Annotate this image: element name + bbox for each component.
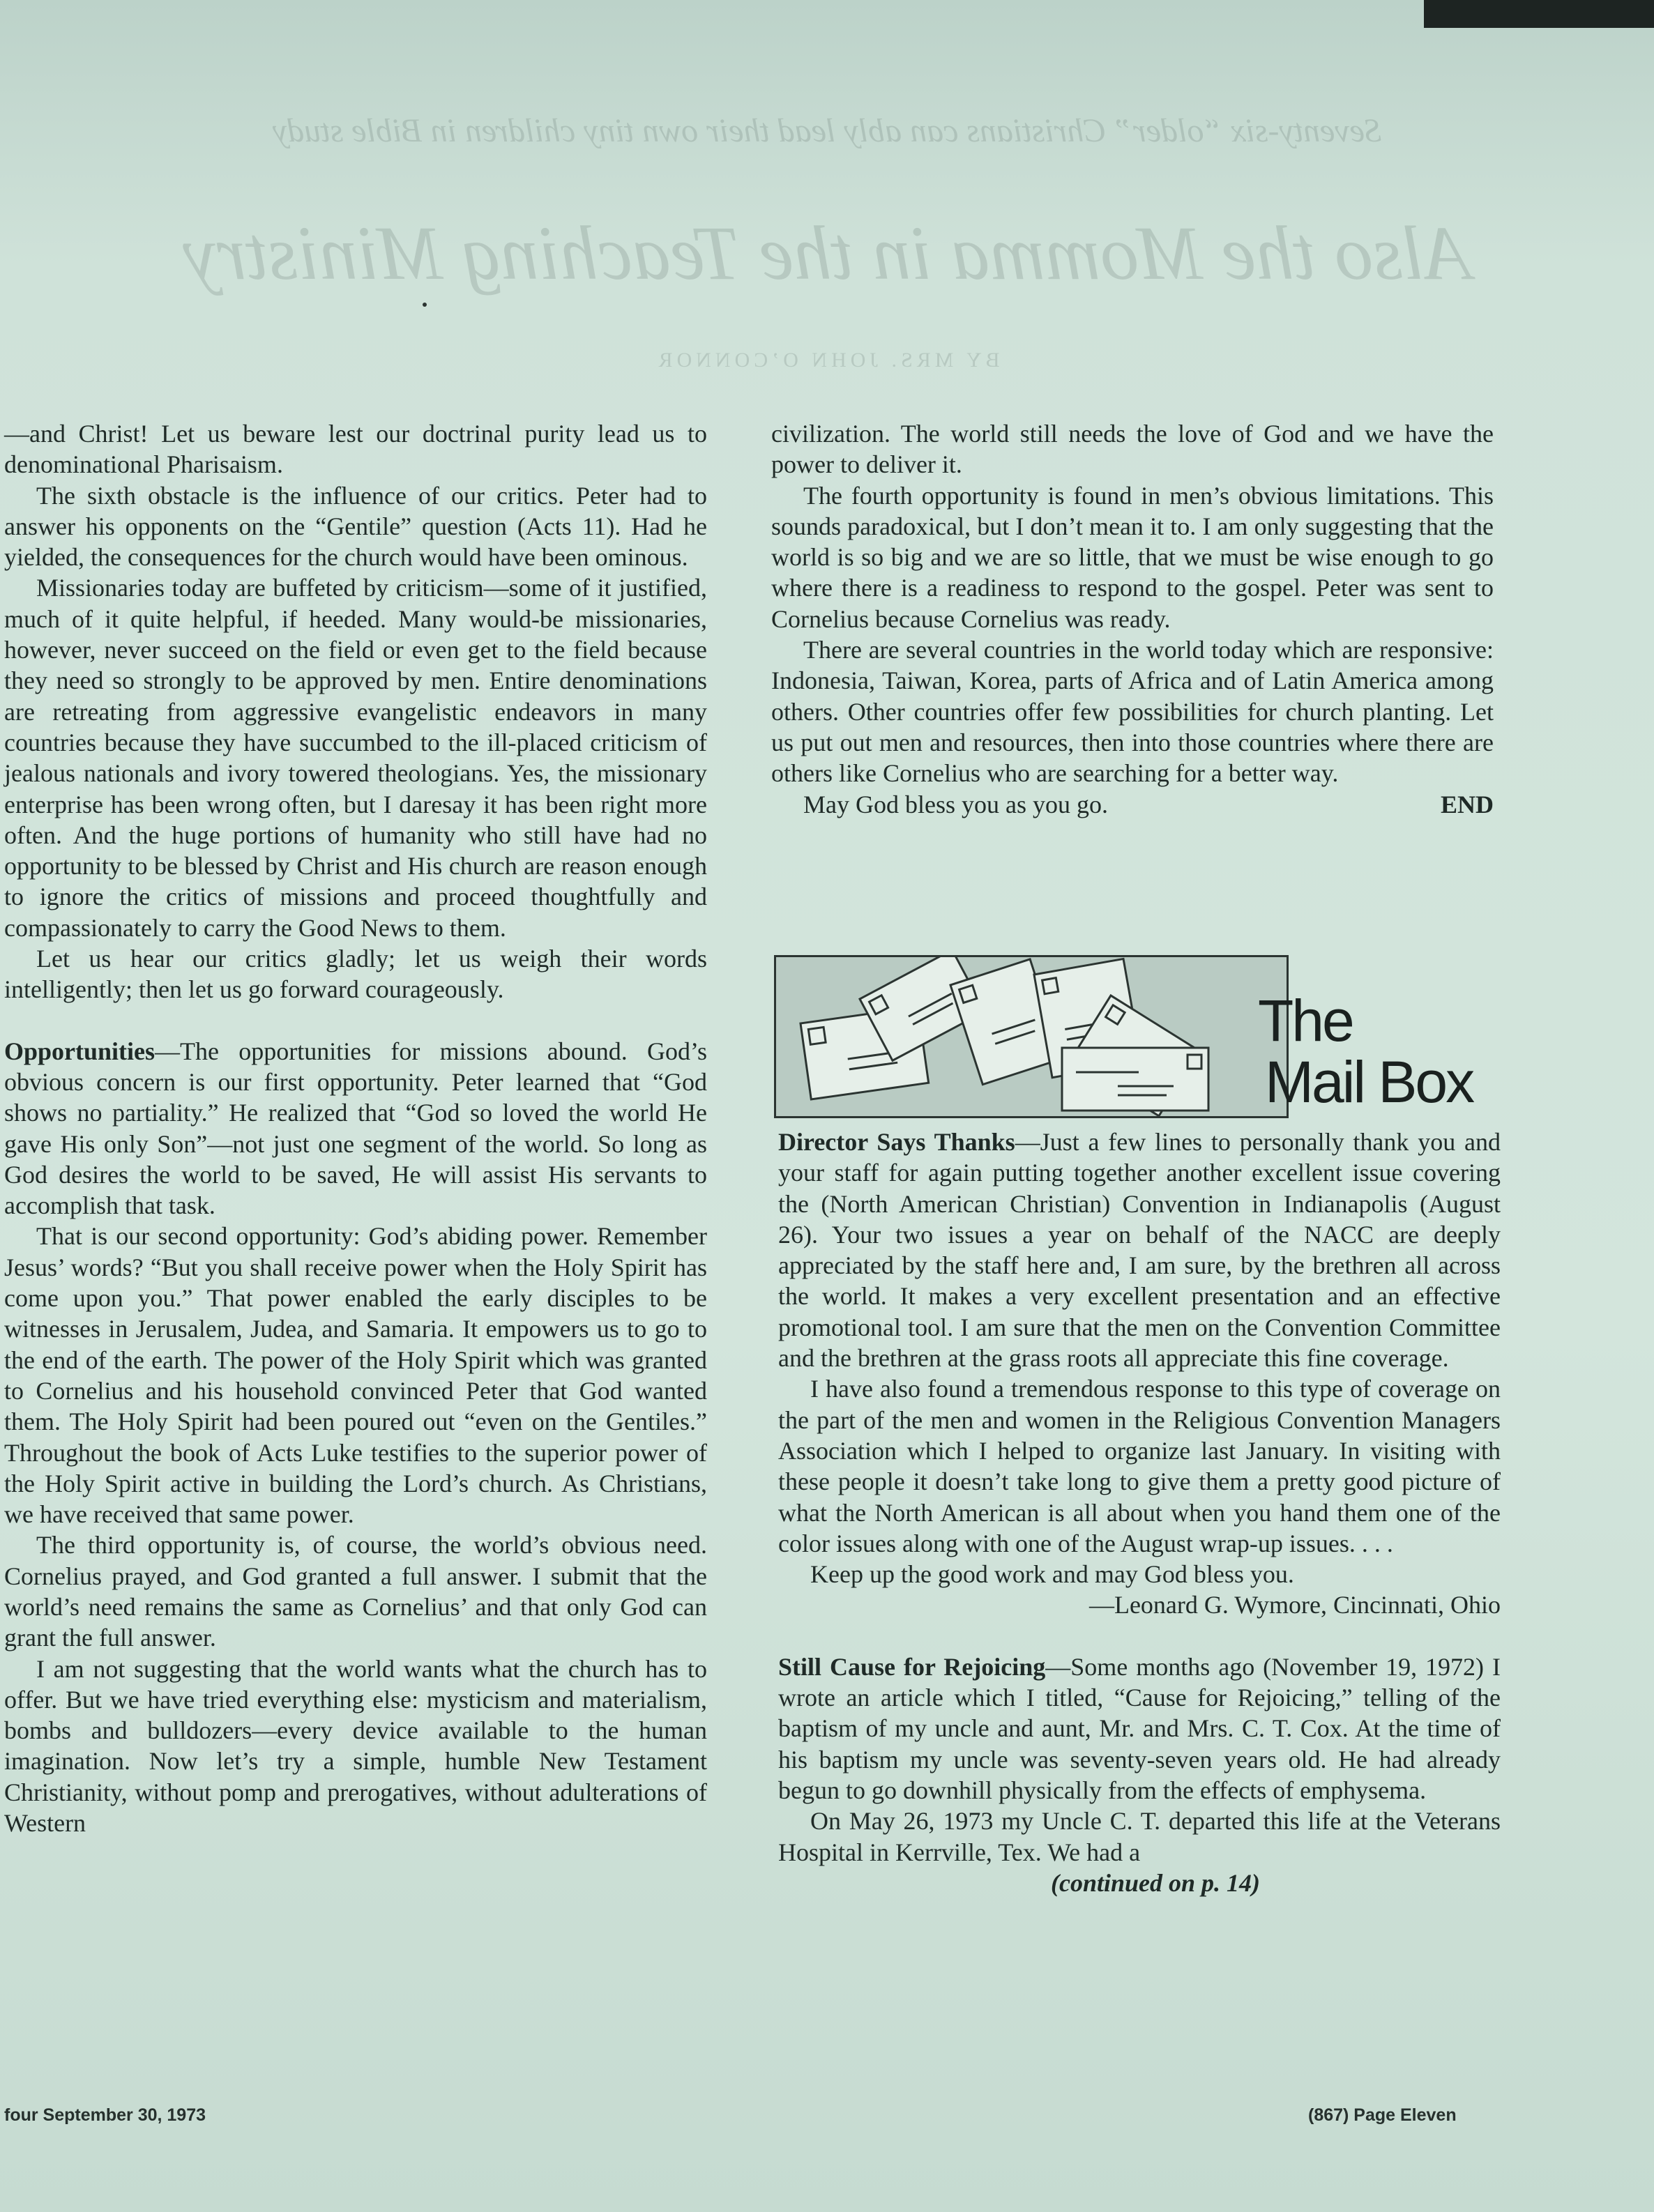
section-heading-opportunities: Opportunities (4, 1037, 155, 1065)
letter-heading: Director Says Thanks (778, 1128, 1015, 1156)
footer-page-number: (867) Page Eleven (1308, 2105, 1457, 2125)
paragraph: The sixth obstacle is the influence of our critics. Peter had to answer his opponents on the “Gentile” question (Acts 11). Had he yielded, the consequences for the church would have been ominous. (4, 481, 707, 572)
paragraph: I have also found a tremendous response to this type of coverage on the part of the men and women in the Religious Convention Managers Association which I helped to organize last January. In visiting with these people it doesn’t take long to give them a pretty good picture of what the North American is all about when you hand them one of the color issues along with one of the August wrap-up issues. . . . (778, 1375, 1501, 1557)
right-column-article (771, 418, 1494, 820)
continued-note: (continued on p. 14) (1050, 1868, 1261, 1897)
letter-director-thanks (778, 1127, 1501, 1373)
letter-still-cause (778, 1652, 1501, 1806)
paragraph: The third opportunity is, of course, the world’s obvious need. Cornelius prayed, and God granted a full answer. I submit that the world’s need remains the same as Cornelius’ and that only God can grant the full answer. (4, 1531, 707, 1652)
letter-heading: Still Cause for Rejoicing (778, 1652, 1046, 1681)
letter-text: —Just a few lines to personally thank you and your staff for again putting together another excellent issue covering the (North American Christian) Convention in Indianapolis (August 26). Your two issues a year on behalf of the NACC are deeply appreciated by the staff here and, I am sure, by the brethren all across the world. It makes a very excellent presentation and an effective promotional tool. I am sure that the men on the Convention Committee and the brethren at the grass roots all appreciate this fine coverage. (778, 1128, 1501, 1373)
paragraph: Keep up the good work and may God bless you. (810, 1560, 1294, 1589)
paragraph: There are several countries in the world today which are responsive: Indonesia, Taiwan, Korea, parts of Africa and of Latin America among others. Other countries offer few possibilities for church planting. Let us put out men and resources, then into those countries where there are others like Cornelius who are searching for a better way. (771, 636, 1494, 788)
mailbox-title-line2: Mail Box (1265, 1049, 1473, 1115)
section-text: —The opportunities for missions abound. God’s obvious concern is our first opportunity. Peter learned that “God shows no partiality.” He realized that “God so loved the world He gave His only Son”—not just one segment of the world. So long as God desires the world to be saved, He will assist His servants to accomplish that task. (4, 1037, 707, 1220)
bleed-through-byline: BY MRS. JOHN O’CONNOR (654, 349, 1000, 372)
paragraph: On May 26, 1973 my Uncle C. T. departed this life at the Veterans Hospital in Kerrville, Tex. We had a (778, 1807, 1501, 1866)
print-speck (423, 303, 427, 307)
paragraph: I am not suggesting that the world wants what the church has to offer. But we have tried everything else: mysticism and materialism, bombs and bulldozers—every device available to the human imagination. Now let’s try a simple, humble New Testament Christianity, without pomp and prerogatives, without adulterations of Western (4, 1654, 707, 1838)
bleed-through-title: Also the Momma in the Teaching Ministry (183, 211, 1471, 296)
letter-text: —Some months ago (November 19, 1972) I wrote an article which I titled, “Cause for Rejoicing,” telling of the baptism of my uncle and aunt, Mr. and Mrs. C. T. Cox. At the time of his baptism my uncle was seventy-seven years old. He had already begun to go downhill physically from the effects of emphysema. (778, 1652, 1501, 1804)
envelopes-illustration-icon (774, 955, 1289, 1118)
paragraph: —and Christ! Let us beware lest our doctrinal purity lead us to denominational Pharisaism. (4, 420, 707, 479)
paragraph: That is our second opportunity: God’s abiding power. Remember Jesus’ words? “But you shall receive power when the Holy Spirit has come upon you.” That power enabled the early disciples to be witnesses in Jerusalem, Judea, and Samaria. It empowers us to go to the end of the earth. The power of the Holy Spirit which was granted to Cornelius and his household convinced Peter that God wanted them. The Holy Spirit had been poured out “even on the Gentiles.” Throughout the book of Acts Luke testifies to the superior power of the Holy Spirit active in building the Lord’s church. As Christians, we have received that same power. (4, 1222, 707, 1529)
mailbox-title-line1: The (1258, 988, 1353, 1053)
closing-line (771, 789, 1494, 820)
paragraph: Let us hear our critics gladly; let us weigh their words intelligently; then let us go forward courageously. (4, 945, 707, 1004)
opportunities-section (4, 1036, 707, 1221)
mailbox-letters (778, 1127, 1501, 1898)
mailbox-header (774, 955, 1496, 1115)
paragraph: Missionaries today are buffeted by criticism—some of it justified, much of it quite helpful, if heeded. Many would-be missionaries, however, never succeed on the field or even get to the field because they need so strongly to be approved by men. Entire denominations are retreating from aggressive evangelistic endeavors in many countries because they have succumbed to the ill-placed criticism of jealous nationals and ivory towered theologians. Yes, the missionary enterprise has been wrong often, but I daresay it has been right more often. And the huge portions of humanity who still have had no opportunity to be blessed by Christ and His church are reason enough to ignore the critics of missions and proceed thoughtfully and compassionately to carry the Good News to them. (4, 574, 707, 942)
footer-date: four September 30, 1973 (4, 2105, 206, 2125)
closing-blessing: May God bless you as you go. (803, 790, 1108, 818)
end-mark: END (1440, 790, 1494, 818)
mailbox-title (1258, 990, 1568, 1113)
bleed-through-line: Seventy-six “older” Christians can ably lead their own tiny children in Bible study (273, 112, 1381, 149)
paragraph: civilization. The world still needs the love of God and we have the power to deliver it. (771, 420, 1494, 479)
letter-signature: —Leonard G. Wymore, Cincinnati, Ohio (1088, 1591, 1501, 1619)
left-column (4, 418, 707, 1838)
paragraph: The fourth opportunity is found in men’s obvious limitations. This sounds paradoxical, but I don’t mean it to. I am only suggesting that the world is so big and we are so little, that we must be wise enough to go where there is a readiness to respond to the gospel. Peter was sent to Cornelius because Cornelius was ready. (771, 481, 1494, 633)
scan-edge-shadow (1424, 0, 1654, 28)
